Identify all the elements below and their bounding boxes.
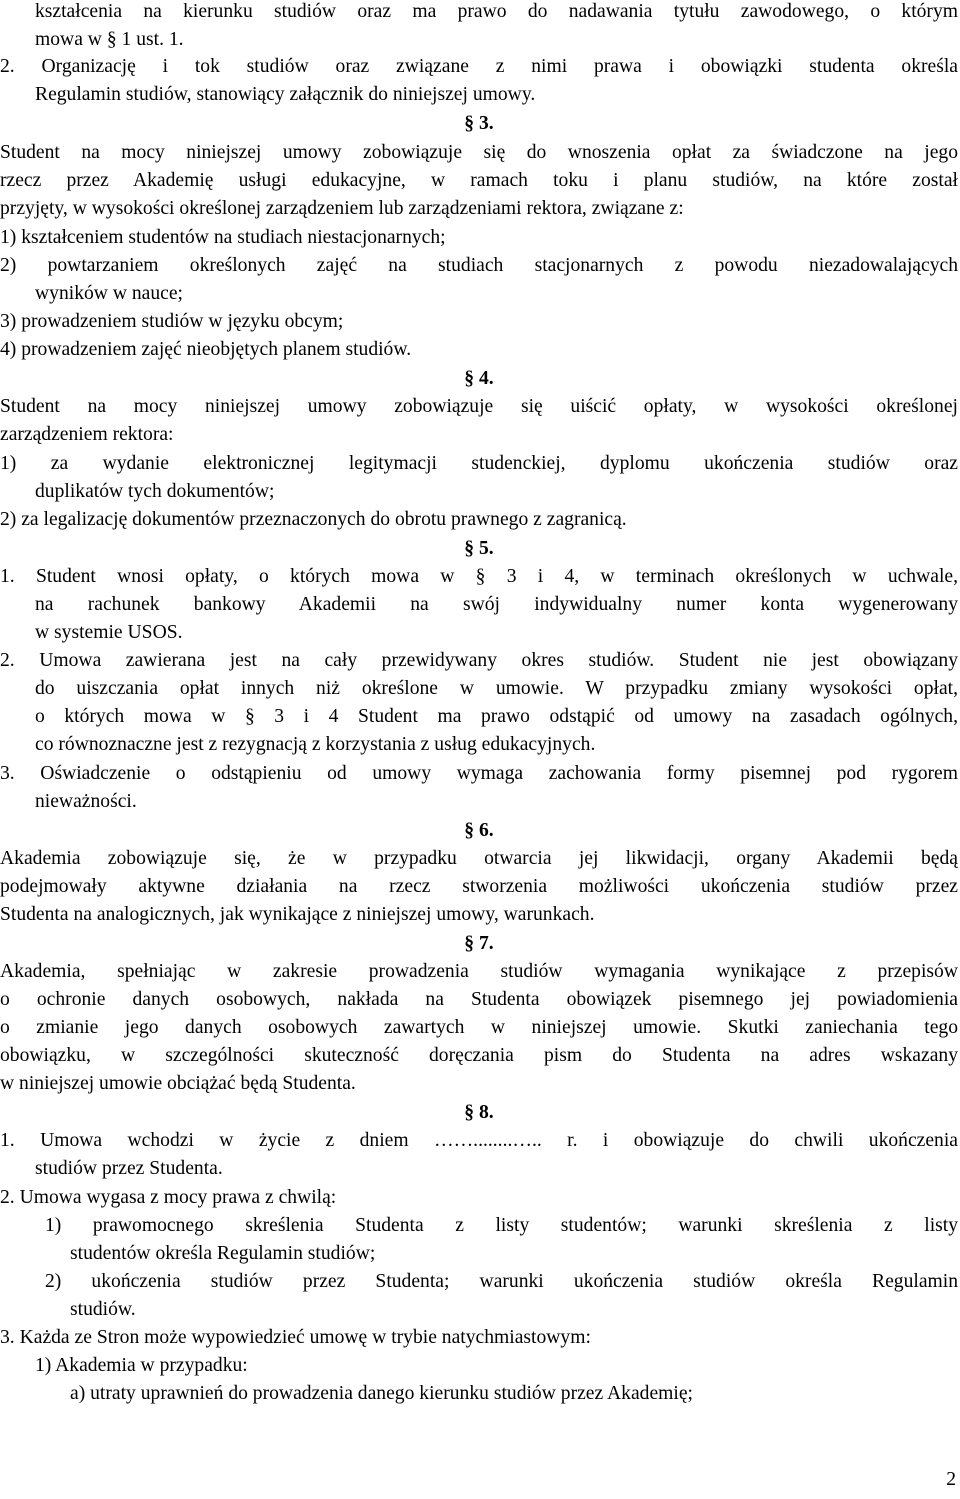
- text-line: przyjęty, w wysokości określonej zarządzeniem lub zarządzeniami rektora, związane z:: [0, 198, 684, 219]
- text-line: 2) powtarzaniem określonych zajęć na studiach stacjonarnych z powodu niezadowalających: [0, 255, 958, 276]
- text-line: 2. Organizację i tok studiów oraz związane z nimi prawa i obowiązki studenta określa: [0, 56, 958, 77]
- text-line: Student na mocy niniejszej umowy zobowiązuje się uiścić opłaty, w wysokości określonej: [0, 396, 958, 417]
- text-line: w systemie USOS.: [35, 622, 183, 643]
- text-line: Student na mocy niniejszej umowy zobowiązuje się do wnoszenia opłat za świadczone na jego: [0, 142, 958, 163]
- text-line: studiów.: [70, 1299, 136, 1320]
- text-line: o których mowa w § 3 i 4 Student ma prawo odstąpić od umowy na zasadach ogólnych,: [35, 706, 958, 727]
- text-line: zarządzeniem rektora:: [0, 424, 174, 445]
- text-line: 3) prowadzeniem studiów w języku obcym;: [0, 311, 344, 332]
- text-line: studentów określa Regulamin studiów;: [70, 1243, 376, 1264]
- section-heading: § 5.: [464, 538, 494, 559]
- text-line: wyników w nauce;: [35, 283, 184, 304]
- text-line: o ochronie danych osobowych, nakłada na Studenta obowiązek pisemnego jej powiadomienia: [0, 989, 958, 1010]
- text-line: do uiszczania opłat innych niż określone w umowie. W przypadku zmiany wysokości opłat,: [35, 678, 958, 699]
- text-line: 2) ukończenia studiów przez Studenta; warunki ukończenia studiów określa Regulamin: [45, 1271, 958, 1292]
- text-line: 1) prawomocnego skreślenia Studenta z listy studentów; warunki skreślenia z listy: [45, 1215, 958, 1236]
- section-heading: § 8.: [464, 1102, 494, 1123]
- section-heading: § 3.: [464, 113, 494, 134]
- text-line: 4) prowadzeniem zajęć nieobjętych planem studiów.: [0, 339, 412, 360]
- text-line: 3. Każda ze Stron może wypowiedzieć umowę w trybie natychmiastowym:: [0, 1327, 591, 1348]
- section-heading: § 7.: [464, 933, 494, 954]
- text-line: 1. Student wnosi opłaty, o których mowa w § 3 i 4, w terminach określonych w uchwale,: [0, 566, 958, 587]
- text-line: 2. Umowa wygasa z mocy prawa z chwilą:: [0, 1187, 337, 1208]
- text-line: o zmianie jego danych osobowych zawartych w niniejszej umowie. Skutki zaniechania tego: [0, 1017, 958, 1038]
- section-heading: § 6.: [464, 820, 494, 841]
- text-line: a) utraty uprawnień do prowadzenia danego kierunku studiów przez Akademię;: [70, 1383, 693, 1404]
- text-line: Regulamin studiów, stanowiący załącznik do niniejszej umowy.: [35, 84, 536, 105]
- text-line: 3. Oświadczenie o odstąpieniu od umowy wymaga zachowania formy pisemnej pod rygorem: [0, 763, 958, 784]
- text-line: na rachunek bankowy Akademii na swój indywidualny numer konta wygenerowany: [35, 594, 958, 615]
- text-line: Akademia, spełniając w zakresie prowadzenia studiów wymagania wynikające z przepisów: [0, 961, 958, 982]
- text-line: co równoznaczne jest z rezygnacją z korzystania z usług edukacyjnych.: [35, 734, 596, 755]
- text-line: studiów przez Studenta.: [35, 1158, 223, 1179]
- text-line: 1) za wydanie elektronicznej legitymacji studenckiej, dyplomu ukończenia studiów oraz: [0, 453, 958, 474]
- text-line: podejmowały aktywne działania na rzecz stworzenia możliwości ukończenia studiów przez: [0, 876, 958, 897]
- text-line: 1) kształceniem studentów na studiach niestacjonarnych;: [0, 227, 446, 248]
- text-line: 2. Umowa zawierana jest na cały przewidywany okres studiów. Student nie jest obowiązany: [0, 650, 958, 671]
- page-number: 2: [946, 1469, 956, 1490]
- text-line: w niniejszej umowie obciążać będą Studenta.: [0, 1073, 356, 1094]
- text-line: rzecz przez Akademię usługi edukacyjne, w ramach toku i planu studiów, na które został: [0, 170, 958, 191]
- text-line: mowa w § 1 ust. 1.: [35, 29, 184, 50]
- text-line: 1) Akademia w przypadku:: [35, 1355, 248, 1376]
- text-line: nieważności.: [35, 791, 137, 812]
- text-line: kształcenia na kierunku studiów oraz ma prawo do nadawania tytułu zawodowego, o którym: [35, 1, 958, 22]
- text-line: 2) za legalizację dokumentów przeznaczonych do obrotu prawnego z zagranicą.: [0, 509, 627, 530]
- text-line: obowiązku, w szczególności skuteczność doręczania pism do Studenta na adres wskazany: [0, 1045, 958, 1066]
- text-line: Studenta na analogicznych, jak wynikające z niniejszej umowy, warunkach.: [0, 904, 595, 925]
- text-line: 1. Umowa wchodzi w życie z dniem ……........….. r. i obowiązuje do chwili ukończenia: [0, 1130, 958, 1151]
- text-line: Akademia zobowiązuje się, że w przypadku otwarcia jej likwidacji, organy Akademii będą: [0, 848, 958, 869]
- section-heading: § 4.: [464, 368, 494, 389]
- text-line: duplikatów tych dokumentów;: [35, 481, 275, 502]
